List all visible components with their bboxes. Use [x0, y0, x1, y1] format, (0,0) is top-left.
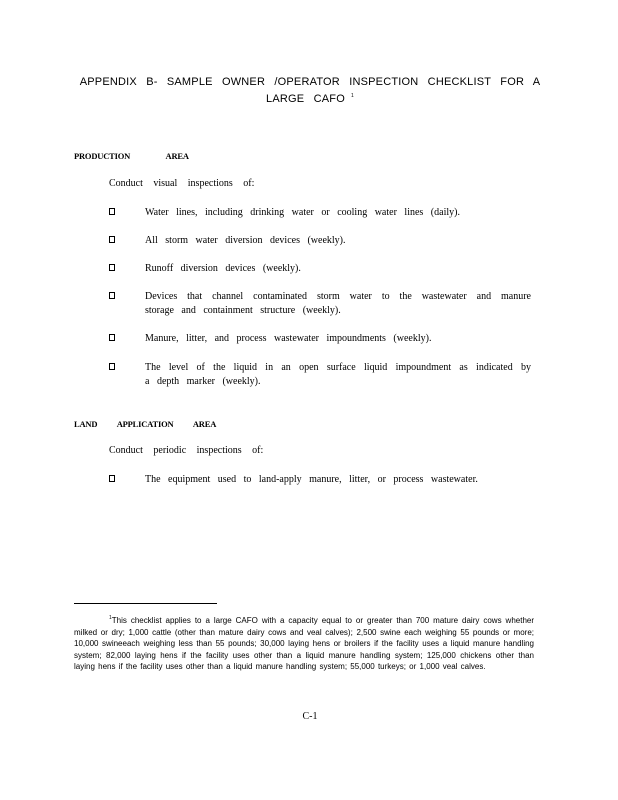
checklist-item-text: Water lines, including drinking water or cooling water lines (daily). — [145, 207, 460, 218]
checklist-item-text: All storm water diversion devices (weekly). — [145, 235, 346, 246]
checklist-item-text: Manure, litter, and process wastewater impoundments (weekly). — [145, 333, 432, 344]
production-area-heading: PRODUCTION AREA — [74, 151, 189, 161]
checkbox[interactable] — [109, 292, 115, 299]
land-application-area-intro: Conduct periodic inspections of: — [109, 445, 264, 456]
title-footnote-marker: 1 — [350, 93, 354, 99]
page-title-line-1: APPENDIX B- SAMPLE OWNER /OPERATOR INSPECTION CHECKLIST FOR A — [79, 76, 541, 88]
page-number: C-1 — [302, 711, 318, 722]
footnote-text: This checklist applies to a large CAFO with a capacity equal to or greater than 700 mature dairy cows whether milked or dry; 1,000 cattle (other than mature dairy cows and veal calves); 2,500 swine each weighing 55 pounds or more; 10,000 swineeach weighing less than 55 pounds; 30,000 laying hens or broilers if the facility uses a liquid manure handling system; 82,000 laying hens if the facility uses other than a liquid manure handling system; 125,000 chickens other than laying hens if the facility uses other than a liquid manure handling system; 55,000 turkeys; or 1,000 veal calves. — [74, 616, 534, 671]
checklist-item-text: Devices that channel contaminated storm water to the wastewater and manure storage and containment structure (weekly). — [145, 291, 531, 316]
land-application-area-heading: LAND APPLICATION AREA — [74, 419, 217, 429]
checklist-item-text: Runoff diversion devices (weekly). — [145, 263, 301, 274]
footnote — [74, 613, 534, 673]
production-area-intro: Conduct visual inspections of: — [109, 178, 255, 189]
checkbox[interactable] — [109, 264, 115, 271]
checklist-item-text: The level of the liquid in an open surface liquid impoundment as indicated by a depth marker (weekly). — [145, 362, 531, 387]
footnote-divider — [74, 603, 217, 604]
checkbox[interactable] — [109, 475, 115, 482]
checkbox[interactable] — [109, 236, 115, 243]
checkbox[interactable] — [109, 208, 115, 215]
page-title-line-2 — [60, 93, 560, 105]
page-title-text: LARGE CAFO — [266, 93, 345, 105]
checklist-item-text: The equipment used to land-apply manure, litter, or process wastewater. — [145, 474, 478, 485]
checkbox[interactable] — [109, 363, 115, 370]
footnote-marker: 1 — [109, 615, 112, 621]
checkbox[interactable] — [109, 334, 115, 341]
